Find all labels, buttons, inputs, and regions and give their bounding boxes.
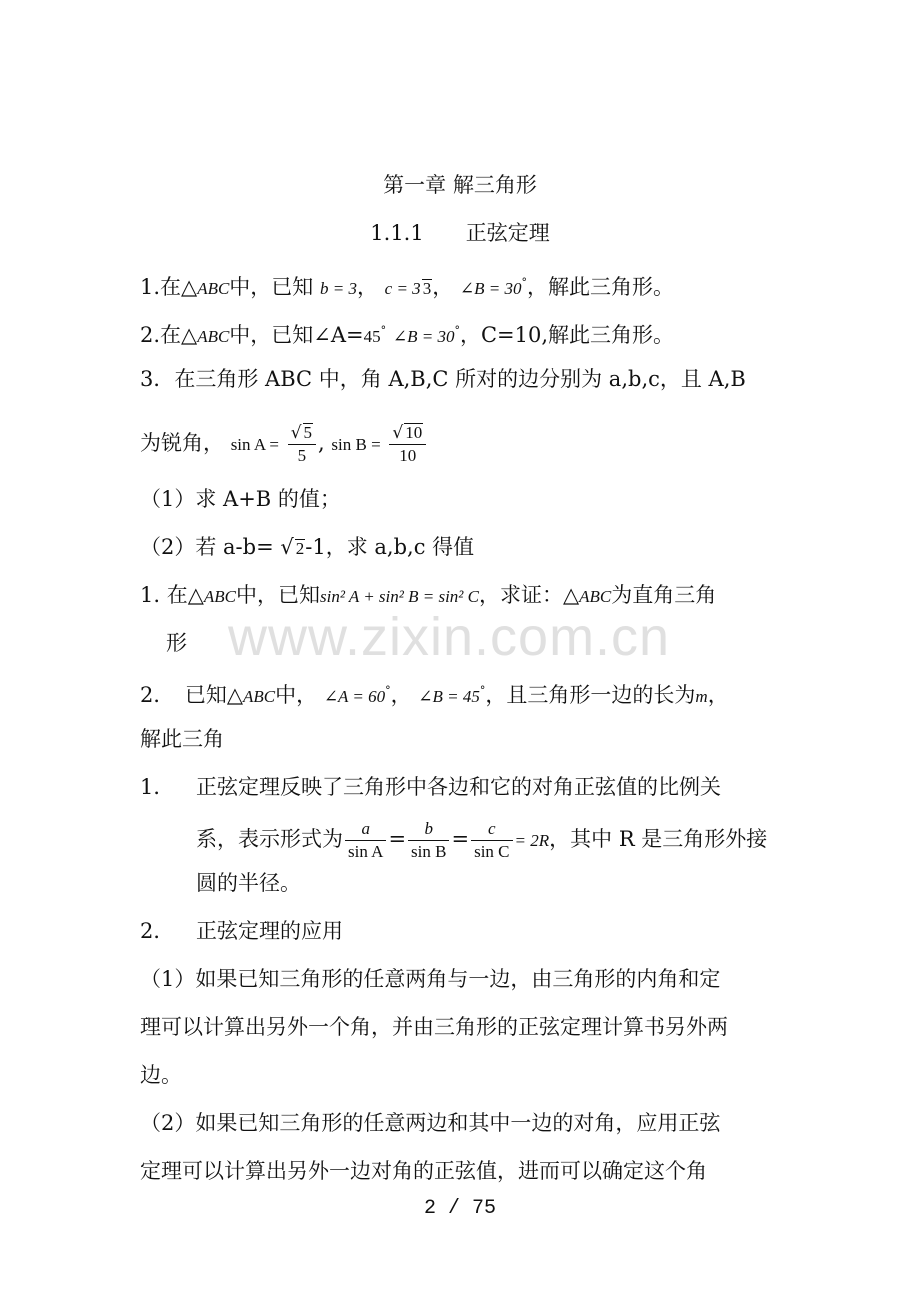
- note-1-line-3: 圆的半径。: [196, 871, 301, 895]
- note-2-text: 正弦定理的应用: [196, 919, 343, 943]
- question-5-line-2: 解此三角: [140, 727, 224, 751]
- para-2-line-1: （2）如果已知三角形的任意两边和其中一边的对角，应用正弦: [140, 1111, 721, 1135]
- note-2-number: 2．: [140, 919, 175, 943]
- page-number: 2 / 75: [423, 1197, 496, 1220]
- question-2: 2.在△ABC中，已知∠A=45° ∠B = 30°，C=10,解此三角形。: [140, 323, 675, 347]
- para-1-line-1: （1）如果已知三角形的任意两角与一边，由三角形的内角和定: [140, 967, 721, 991]
- para-1-line-3: 边。: [140, 1063, 182, 1087]
- question-3-line-2: 为锐角， sin A = $\frac{√ 5}{5}$ , sin B = $\frac{√ 10}{10}$: [140, 422, 428, 467]
- question-3-sub-1: （1）求 A+B 的值；: [140, 487, 341, 511]
- para-1-line-2: 理可以计算出另外一个角，并由三角形的正弦定理计算书另外两: [140, 1015, 728, 1039]
- note-1-line-1: 正弦定理反映了三角形中各边和它的对角正弦值的比例关: [196, 775, 721, 799]
- chapter-title: 第一章 解三角形: [383, 173, 537, 197]
- note-1-line-2: 系，表示形式为 $\frac{a}{\text{sin A}}$ = $\frac{b}{\text{sin B}}$ = $\frac{c}{\text{sin C}}$ = 2R，其中 R 是三角形外接: [196, 819, 768, 861]
- section-title: 1.1.1 正弦定理: [370, 221, 550, 245]
- question-5: 2． 已知△ABC中， ∠A = 60°， ∠B = 45°，且三角形一边的长为m，: [140, 683, 729, 707]
- question-3-line-1: 3．在三角形 ABC 中，角 A,B,C 所对的边分别为 a,b,c，且 A,B: [140, 367, 746, 391]
- question-3-sub-2: （2）若 a-b= √ 2-1，求 a,b,c 得值: [140, 535, 475, 559]
- watermark: www.zixin.com.cn: [228, 607, 671, 667]
- para-2-line-2: 定理可以计算出另外一边对角的正弦值，进而可以确定这个角: [140, 1159, 707, 1183]
- question-4: 1. 在△ABC中，已知sin² A + sin² B = sin² C，求证：△ABC为直角三角: [140, 583, 717, 607]
- note-1-number: 1．: [140, 775, 175, 799]
- question-1: 1.在△ABC中，已知 b = 3， c = 3 3， ∠B = 30°，解此三角形。: [140, 275, 674, 299]
- question-4-line-2: 形: [166, 631, 187, 655]
